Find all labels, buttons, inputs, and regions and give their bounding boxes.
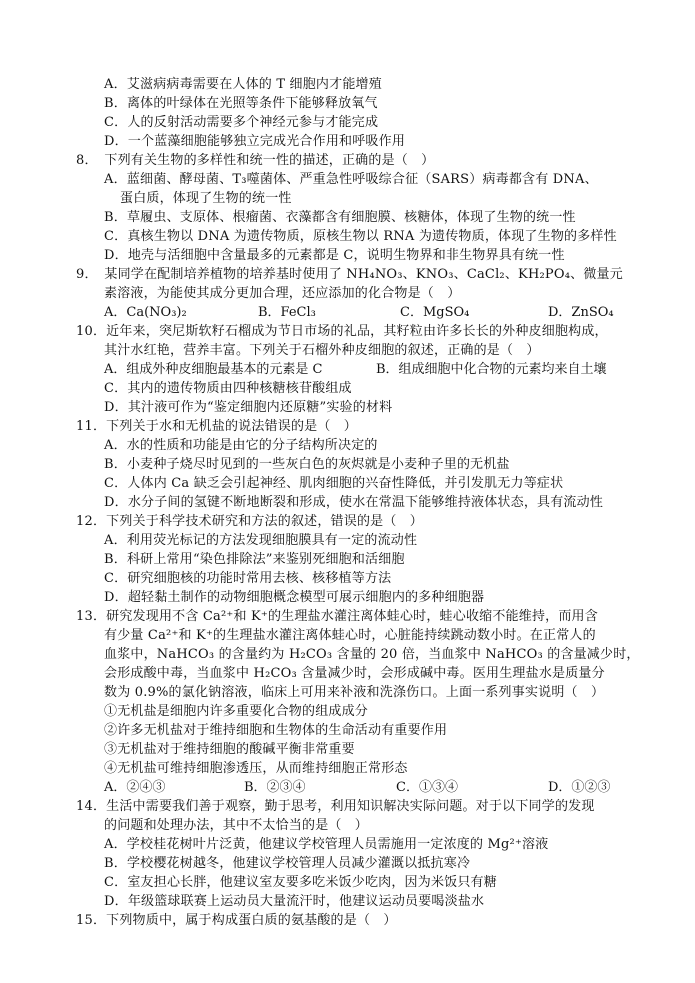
q9-option-a: A．Ca(NO₃)₂ <box>104 305 187 320</box>
q10-stem-2: 其汁水红艳，营养丰富。下列关于石榴外种皮细胞的叙述，正确的是（ ） <box>104 343 540 358</box>
q12-option-a: A．利用荧光标记的方法发现细胞膜具有一定的流动性 <box>104 533 418 548</box>
q10-stem-1: 10．近年来，突尼斯软籽石榴成为节日市场的礼品，其籽粒由许多长长的外种皮细胞构成， <box>76 324 608 339</box>
q10-option-b: B．组成细胞中化合物的元素均来自土壤 <box>376 362 607 377</box>
q13-statement-2: ②许多无机盐对于维持细胞和生物体的生命活动有重要作用 <box>104 723 448 738</box>
q14-option-c: C．室友担心长胖，他建议室友要多吃米饭少吃肉，因为米饭只有糖 <box>104 875 497 890</box>
prev-option-c: C．人的反射活动需要多个神经元参与才能完成 <box>104 115 379 130</box>
prev-option-d: D．一个蓝藻细胞能够独立完成光合作用和呼吸作用 <box>104 134 406 149</box>
q13-option-c: C．①③④ <box>396 780 458 795</box>
q9-option-b: B．FeCl₃ <box>258 305 316 320</box>
q8-option-a: A．蓝细菌、酵母菌、T₃噬菌体、严重急性呼吸综合征（SARS）病毒都含有 DNA、 <box>104 172 598 187</box>
q13-stem-1: 13．研究发现用不含 Ca²⁺和 K⁺的生理盐水灌注离体蛙心时，蛙心收缩不能维持，而用含 <box>76 609 598 624</box>
q11-option-a: A．水的性质和功能是由它的分子结构所决定的 <box>104 438 378 453</box>
q14-option-b: B．学校樱花树越冬，他建议学校管理人员减少灌溉以抵抗寒冷 <box>104 856 471 871</box>
q14-option-a: A．学校桂花树叶片泛黄，他建议学校管理人员需施用一定浓度的 Mg²⁺溶液 <box>104 837 549 852</box>
q13-stem-3: 血浆中，NaHCO₃ 的含量约为 H₂CO₃ 含量的 20 倍，当血浆中 NaHCO₃ 的含量减少时， <box>104 647 640 662</box>
q10-option-a: A．组成外种皮细胞最基本的元素是 C <box>104 362 323 377</box>
q12-option-b: B．科研上常用“染色排除法”来鉴别死细胞和活细胞 <box>104 552 405 567</box>
q8-option-a-cont: 蛋白质，体现了生物的统一性 <box>120 191 292 206</box>
q13-option-a: A．②④③ <box>104 780 166 795</box>
q10-option-d: D．其汁液可作为“鉴定细胞内还原糖”实验的材料 <box>104 400 393 415</box>
q9-stem-2: 素溶液，为能使其成分更加合理，还应添加的化合物是（ ） <box>104 286 461 301</box>
q12-stem: 12．下列关于科学技术研究和方法的叙述，错误的是（ ） <box>76 514 423 529</box>
q9-stem-1: 9． 某同学在配制培养植物的培养基时使用了 NH₄NO₃、KNO₃、CaCl₂、KH₂PO₄、微量元 <box>76 267 623 282</box>
prev-option-b: B．离体的叶绿体在光照等条件下能够释放氧气 <box>104 96 378 111</box>
q14-stem-1: 14．生活中需要我们善于观察，勤于思考，利用知识解决实际问题。对于以下同学的发现 <box>76 799 595 814</box>
q8-option-d: D．地壳与活细胞中含量最多的元素都是 C，说明生物界和非生物界具有统一性 <box>104 248 565 263</box>
q11-option-b: B．小麦种子烧尽时见到的一些灰白色的灰烬就是小麦种子里的无机盐 <box>104 457 510 472</box>
q13-statement-3: ③无机盐对于维持细胞的酸碱平衡非常重要 <box>104 742 355 757</box>
q13-stem-2: 有少量 Ca²⁺和 K⁺的生理盐水灌注离体蛙心时，心脏能持续跳动数小时。在正常人的 <box>104 628 596 643</box>
q13-option-d: D．①②③ <box>548 780 611 795</box>
q15-stem: 15．下列物质中，属于构成蛋白质的氨基酸的是（ ） <box>76 913 397 928</box>
q8-option-b: B．草履虫、支原体、根瘤菌、衣藻都含有细胞膜、核糖体，体现了生物的统一性 <box>104 210 576 225</box>
prev-option-a: A．艾滋病病毒需要在人体的 T 细胞内才能增殖 <box>104 77 382 92</box>
q14-stem-2: 的问题和处理办法，其中不太恰当的是（ ） <box>104 818 369 833</box>
q12-option-c: C．研究细胞核的功能时常用去核、核移植等方法 <box>104 571 392 586</box>
q8-option-c: C．真核生物以 DNA 为遗传物质，原核生物以 RNA 为遗传物质，体现了生物的多样性 <box>104 229 617 244</box>
q13-option-b: B．②③④ <box>244 780 306 795</box>
q9-option-d: D．ZnSO₄ <box>548 305 614 320</box>
q11-stem: 11．下列关于水和无机盐的说法错误的是（ ） <box>76 419 357 434</box>
q9-option-c: C．MgSO₄ <box>400 305 470 320</box>
q11-option-d: D．水分子间的氢键不断地断裂和形成，使水在常温下能够维持液体状态，具有流动性 <box>104 495 604 510</box>
q8-stem: 8． 下列有关生物的多样性和统一性的描述，正确的是（ ） <box>76 153 435 168</box>
q13-statement-1: ①无机盐是细胞内许多重要化合物的组成成分 <box>104 704 369 719</box>
q13-stem-5: 数为 0.9%的氯化钠溶液，临床上可用来补液和洗涤伤口。上面一系列事实说明（ ） <box>104 685 605 700</box>
q13-stem-4: 会形成酸中毒，当血浆中 H₂CO₃ 含量减少时，会形成碱中毒。医用生理盐水是质量分 <box>104 666 605 681</box>
q13-statement-4: ④无机盐可维持细胞渗透压，从而维持细胞正常形态 <box>104 761 408 776</box>
q14-option-d: D．年级篮球联赛上运动员大量流汗时，他建议运动员要喝淡盐水 <box>104 894 485 909</box>
q12-option-d: D．超轻黏土制作的动物细胞概念模型可展示细胞内的多种细胞器 <box>104 590 485 605</box>
q10-option-c: C．其内的遗传物质由四种核糖核苷酸组成 <box>104 381 352 396</box>
q11-option-c: C．人体内 Ca 缺乏会引起神经、肌肉细胞的兴奋性降低，并引发肌无力等症状 <box>104 476 564 491</box>
